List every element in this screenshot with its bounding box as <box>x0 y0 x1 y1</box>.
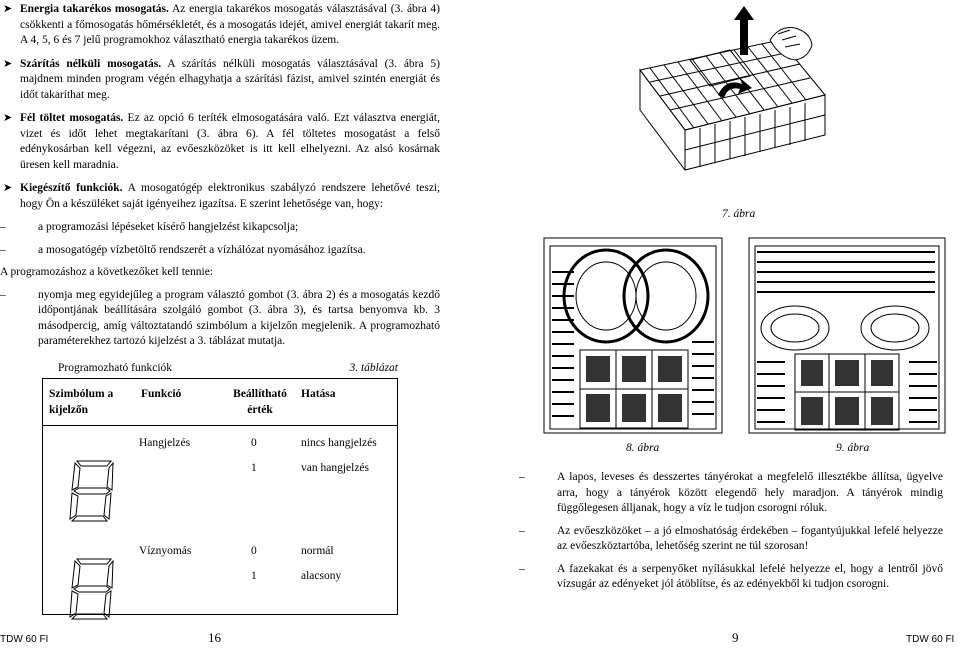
table-number: 3. táblázat <box>349 362 398 374</box>
header-value: Beállítható érték <box>233 388 287 416</box>
dash-item <box>519 562 943 593</box>
dash-marker: – <box>519 524 525 537</box>
bullet-text: A szárítás nélküli mosogatás választásával (3. ábra 5) majdnem minden program végén elhagyhatja a szárítási fázist, amivel szintén energiát és időt takaríthat meg. <box>20 57 440 101</box>
dash-text: a programozási lépéseket kísérő hangjelzést kikapcsolja; <box>38 221 299 233</box>
right-column-text <box>519 470 943 600</box>
page-number-right: 9 <box>732 630 739 645</box>
arrow-bullet-icon: ➤ <box>3 3 13 15</box>
effect-cell: nincs hangjelzés <box>301 437 377 449</box>
effect-cell: van hangjelzés <box>301 462 370 474</box>
dash-item <box>0 220 440 236</box>
figure-7-caption: 7. ábra <box>722 208 756 220</box>
figure-9-lower-basket-pots <box>745 232 950 442</box>
table-caption <box>58 361 398 377</box>
figure-8-caption: 8. ábra <box>626 442 660 454</box>
function-cell: Hangjelzés <box>139 437 191 449</box>
footer-left-model: TDW 60 FI <box>0 634 49 645</box>
value-cell: 1 <box>251 462 257 474</box>
dash-marker: – <box>0 243 6 256</box>
bullet-title: Energia takarékos mosogatás. <box>20 3 169 15</box>
bullet-text: A mosogatógép elektronikus szabályzó rendszere lehetővé teszi, hogy Ön a készüléket saját igényeihez igazítsa. E szerint lehetősége van, hogy: <box>20 182 441 210</box>
left-column <box>0 2 440 357</box>
value-cell: 0 <box>251 545 257 557</box>
page-number-left: 16 <box>208 630 221 645</box>
arrow-bullet-icon: ➤ <box>3 57 13 70</box>
table-header-divider <box>43 425 397 426</box>
figure-8-lower-basket-plates <box>528 232 738 442</box>
bullet-title: Szárítás nélküli mosogatás. <box>20 57 162 70</box>
dash-text: a mosogatógép vízbetöltő rendszerét a vízhálózat nyomásához igazítsa. <box>38 243 366 256</box>
seven-segment-digit-icon <box>65 557 125 621</box>
dash-item <box>519 524 943 555</box>
footer-right-model: TDW 60 FI <box>906 634 955 645</box>
dash-marker: – <box>0 221 6 233</box>
bullet-energy-saving <box>0 2 440 49</box>
header-effect: Hatása <box>301 388 336 400</box>
dash-item <box>0 288 440 350</box>
bullet-half-load <box>0 111 440 173</box>
function-cell: Víznyomás <box>139 545 192 557</box>
bullet-extra-functions <box>0 181 440 212</box>
header-function: Funkció <box>141 388 182 400</box>
table-title: Programozható funkciók <box>58 362 173 374</box>
dash-item <box>0 243 440 259</box>
bullet-title: Fél töltet mosogatás. <box>20 112 124 124</box>
programming-intro: A programozáshoz a következőket kell tennie: <box>0 266 213 278</box>
arrow-bullet-icon: ➤ <box>3 112 13 124</box>
dash-text: A fazekakat és a serpenyőket nyílásukkal lefelé helyezze el, hogy a lentről jövő vízsugár az edényeket jól átöblítse, és az edényekből ki tudjon csorogni. <box>557 562 943 590</box>
seven-segment-digit-icon <box>65 459 125 523</box>
value-cell: 0 <box>251 437 257 449</box>
bullet-title: Kiegészítő funkciók. <box>20 182 123 194</box>
header-symbol: Szimbólum a kijelzőn <box>49 388 114 416</box>
bullet-text: Ez az opció 6 teríték elmosogatására való. Ezt választva energiát, vizet és időt lehet megtakarítani (3. ábra 6). A fél töltetes mosogatást a felső edénykosárban kell végezni, az evőeszközöket is itt kell elhelyezni. Az alsó kosárnak üresen kell maradnia. <box>20 112 440 171</box>
dash-text: Az evőeszközöket – a jó elmoshatóság érdekében – fogantyújukkal lefelé helyezze az evőeszköztartóba, lehetőség szerint ne túl szorosan! <box>557 524 943 552</box>
dash-text: nyomja meg egyidejűleg a program választó gombot (3. ábra 2) és a mosogatás kezdő időpontjának beállítására szolgáló gombot (3. ábra 3), és tartsa benyomva kb. 3 másodpercig, amíg változtatandó szimbólum a kijelzőn megjelenik. A programozható paraméterekhez tartozó kijelzést a 3. táblázat mutatja. <box>38 288 440 347</box>
effect-cell: normál <box>301 545 334 557</box>
figure-7-upper-basket <box>630 0 830 210</box>
bullet-text: Az energia takarékos mosogatás választásával (3. ábra 4) csökkenti a főmosogatás hőmérsékletét, és a mosogatás idejét, amivel energiát takarít meg. A 4, 5, 6 és 7 jelű programokhoz választható energia takarékos üzem. <box>20 3 441 46</box>
dash-marker: – <box>519 562 525 575</box>
value-cell: 1 <box>251 570 257 582</box>
programmable-functions-table <box>42 378 398 615</box>
dash-item <box>519 470 943 517</box>
bullet-no-drying <box>0 57 440 104</box>
effect-cell: alacsony <box>301 570 342 582</box>
dash-marker: – <box>519 471 525 483</box>
dash-marker: – <box>0 288 6 301</box>
arrow-bullet-icon: ➤ <box>3 182 13 194</box>
dash-text: A lapos, leveses és desszertes tányérokat a megfelelő illesztékbe állítsa, ügyelve arra, hogy a tányérok között elegendő hely maradjon. A tányérok mindig függőlegesen álljanak, hogy a víz le tudjon csorogni róluk. <box>557 471 943 514</box>
figure-9-caption: 9. ábra <box>836 442 870 454</box>
